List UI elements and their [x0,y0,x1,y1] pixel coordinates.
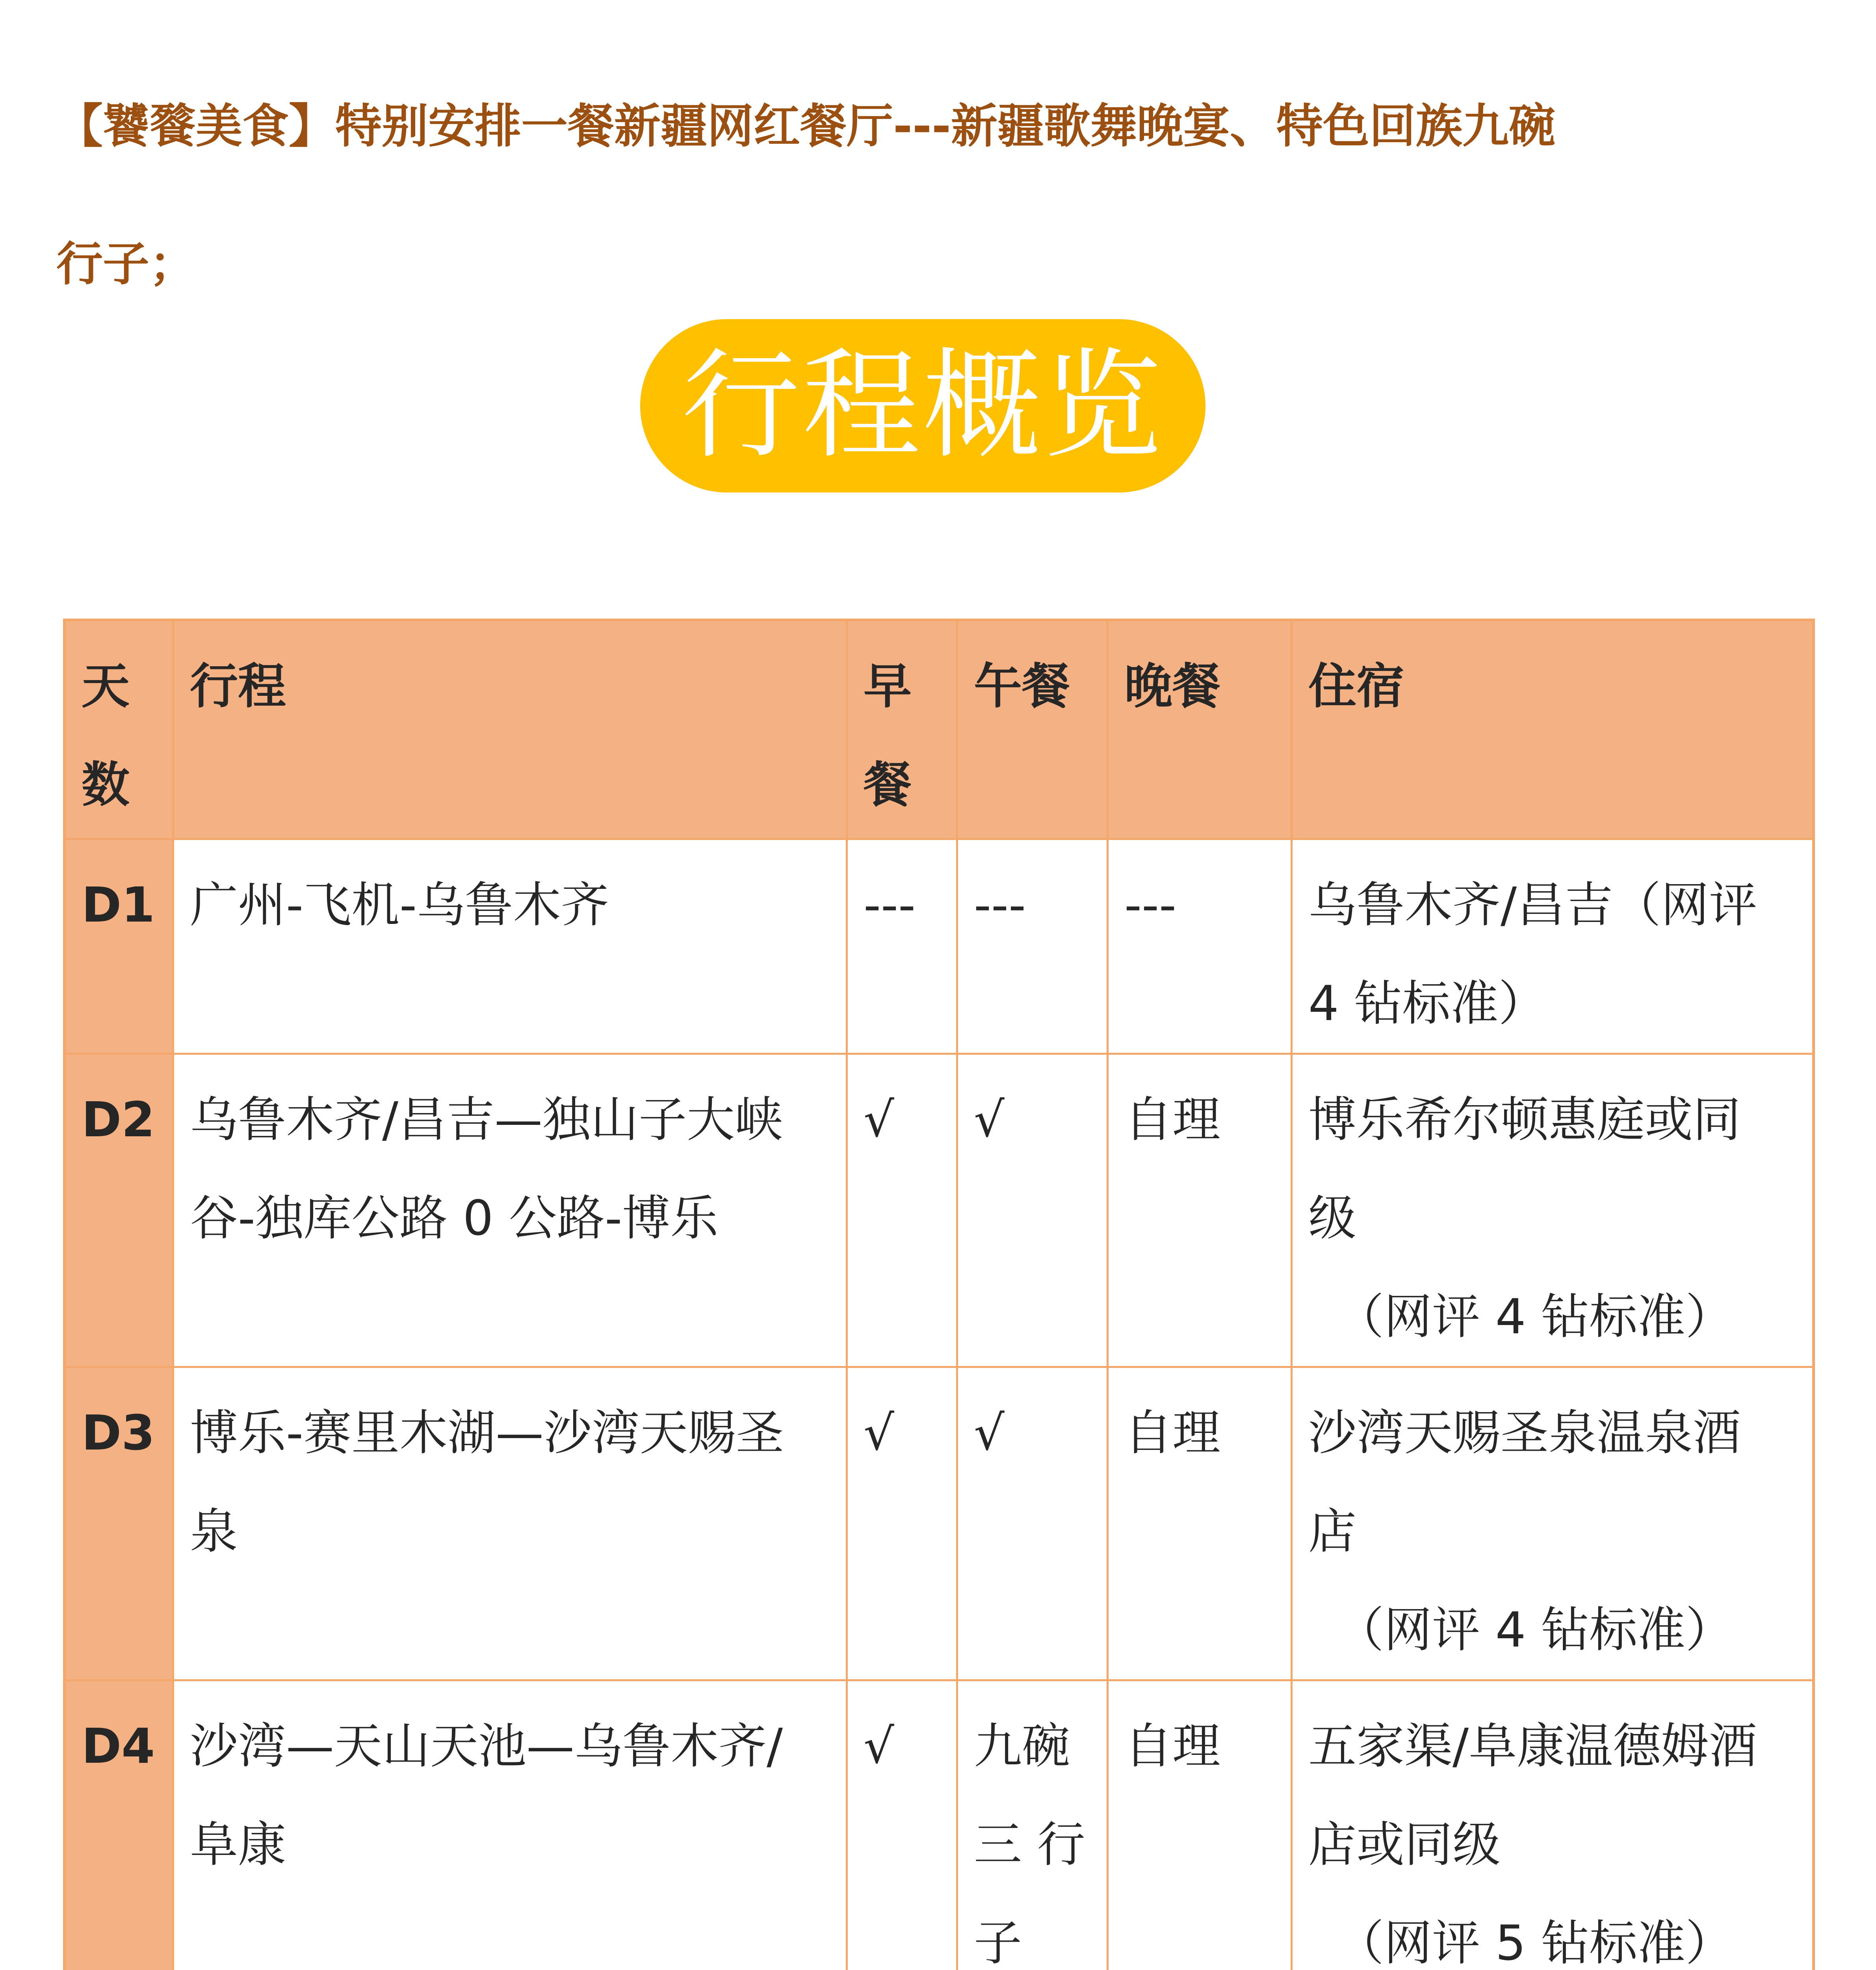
header-route: 行程 [173,620,847,839]
day-cell: D4 [65,1680,173,1970]
header-dinner: 晚餐 [1108,620,1292,839]
hotel-cell: 乌鲁木齐/昌吉（网评 4 钻标准） [1292,839,1814,1054]
intro-line-2: 行子； [56,237,196,291]
route-cell: 博乐-赛里木湖—沙湾天赐圣 泉 [173,1367,847,1680]
table-row [65,1367,1814,1680]
overview-section-title: 行程概览 [640,319,1205,492]
dinner-cell: 自理 [1108,1367,1292,1680]
hotel-cell: 五家渠/阜康温德姆酒 店或同级 （网评 5 钻标准） [1292,1680,1814,1970]
intro-text [56,55,1876,335]
itinerary-table [63,619,1815,1970]
header-breakfast: 早 餐 [847,620,957,839]
header-day: 天 数 [65,620,173,839]
dinner-cell: --- [1108,839,1292,1054]
table-header-row [65,620,1814,839]
route-cell: 广州-飞机-乌鲁木齐 [173,839,847,1054]
dinner-cell: 自理 [1108,1054,1292,1367]
header-lunch: 午餐 [957,620,1108,839]
route-cell: 沙湾—天山天池—乌鲁木齐/ 阜康 [173,1680,847,1970]
hotel-cell: 沙湾天赐圣泉温泉酒 店 （网评 4 钻标准） [1292,1367,1814,1680]
dinner-cell: 自理 [1108,1680,1292,1970]
breakfast-cell: --- [847,839,957,1054]
intro-line-1: 【饕餮美食】特别安排一餐新疆网红餐厅---新疆歌舞晚宴、特色回族九碗 [56,99,1555,153]
day-cell: D2 [65,1054,173,1367]
table-row [65,1680,1814,1970]
hotel-cell: 博乐希尔顿惠庭或同 级 （网评 4 钻标准） [1292,1054,1814,1367]
breakfast-cell: √ [847,1054,957,1367]
table-row [65,1054,1814,1367]
breakfast-cell: √ [847,1680,957,1970]
table-row [65,839,1814,1054]
day-cell: D3 [65,1367,173,1680]
lunch-cell: √ [957,1367,1108,1680]
breakfast-cell: √ [847,1367,957,1680]
header-hotel: 住宿 [1292,620,1814,839]
lunch-cell: 九碗 三 行 子 [957,1680,1108,1970]
route-cell: 乌鲁木齐/昌吉—独山子大峡 谷-独库公路 0 公路-博乐 [173,1054,847,1367]
lunch-cell: --- [957,839,1108,1054]
lunch-cell: √ [957,1054,1108,1367]
day-cell: D1 [65,839,173,1054]
